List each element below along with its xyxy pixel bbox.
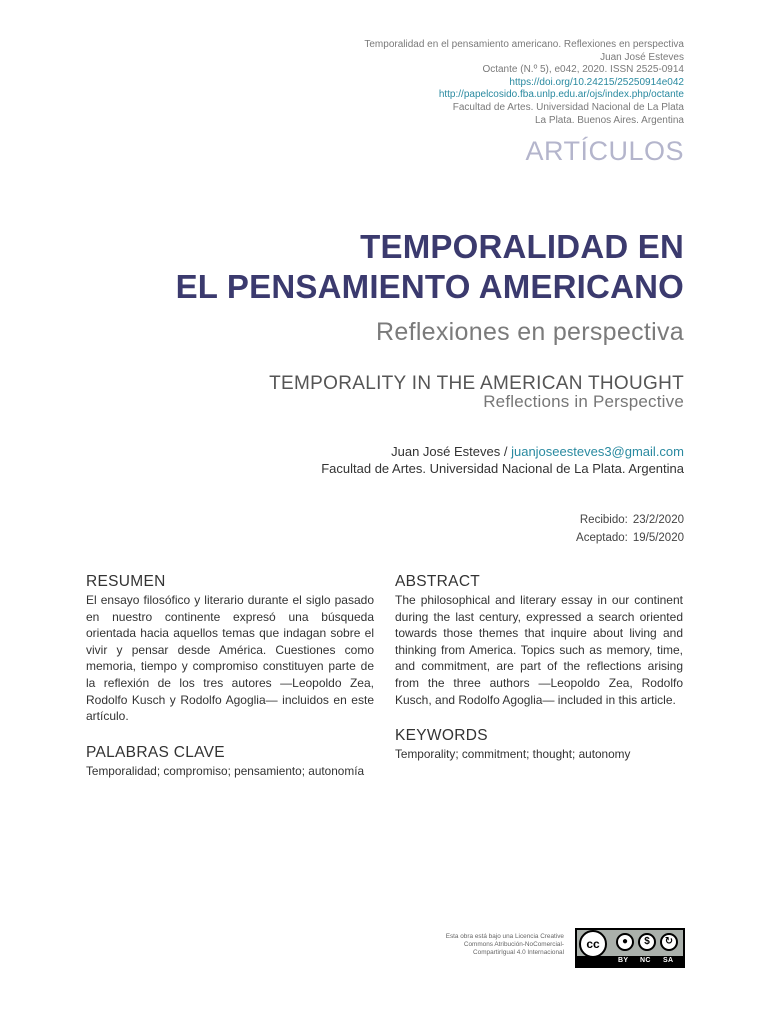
license-text: Esta obra está bajo una Licencia Creative Commons Atribución-NoComercial-CompartirIgual 4.0 Internacional — [445, 933, 564, 956]
header-author: Juan José Esteves — [600, 51, 684, 63]
doi-link[interactable]: https://doi.org/10.24215/25250914e042 — [509, 76, 684, 88]
palabras-clave-heading: PALABRAS CLAVE — [86, 743, 225, 761]
journal-header — [264, 39, 684, 127]
abstract-heading: ABSTRACT — [395, 573, 481, 590]
received-date: 23/2/2020 — [632, 514, 684, 526]
resumen-column — [86, 572, 374, 779]
badge-label-nc: NC — [640, 957, 651, 964]
received-label: Recibido: — [579, 514, 628, 526]
title-line-1: TEMPORALIDAD EN — [360, 228, 684, 265]
accepted-date-row — [576, 529, 684, 547]
header-location: La Plata. Buenos Aires. Argentina — [535, 114, 684, 126]
keywords-text: Temporality; commitment; thought; autonomy — [395, 747, 631, 762]
received-date-row — [576, 511, 684, 529]
section-label: ARTÍCULOS — [525, 136, 684, 166]
header-institution: Facultad de Artes. Universidad Nacional de La Plata — [452, 101, 684, 113]
author-separator: / — [500, 444, 512, 459]
author-email-link[interactable]: juanjoseesteves3@gmail.com — [511, 444, 684, 459]
submission-dates — [576, 511, 684, 547]
accepted-label: Aceptado: — [576, 532, 628, 544]
resumen-text: El ensayo filosófico y literario durante el siglo pasado en nuestro continente expresó una búsqueda orientada hacia aquellos temas que indagan sobre el vivir y pensar desde América. Cuestiones como memoria, tiempo y compromiso constituyen parte de la reflexión de los tres autores —Leopoldo Zea, Rodolfo Kusch y Rodolfo Agoglia— incluidos en este artículo. — [86, 593, 374, 724]
palabras-clave-text: Temporalidad; compromiso; pensamiento; autonomía — [86, 763, 365, 778]
title-line-2: EL PENSAMIENTO AMERICANO — [175, 268, 684, 305]
article-title — [44, 227, 684, 307]
journal-url-link[interactable]: http://papelcosido.fba.unlp.edu.ar/ojs/index.php/octante — [438, 89, 684, 101]
resumen-heading: RESUMEN — [86, 573, 166, 590]
accepted-date: 19/5/2020 — [632, 532, 684, 544]
badge-label-sa: SA — [663, 957, 674, 964]
author-affiliation: Facultad de Artes. Universidad Nacional de La Plata. Argentina — [321, 461, 684, 476]
abstract-text: The philosophical and literary essay in our continent during the last century, expressed a search oriented towards those themes that inquire about living and thinking from America. Topics such as memory, time, and commitment, are part of the reflections arising from the three authors —Leopoldo Zea, Rodolfo Kusch, and Rodolfo Agoglia— included in this article. — [395, 593, 683, 707]
header-issue: Octante (N.º 5), e042, 2020. ISSN 2525-0914 — [482, 64, 684, 76]
author-name: Juan José Esteves — [391, 444, 501, 459]
keywords-heading: KEYWORDS — [395, 727, 488, 745]
badge-label-by: BY — [618, 957, 629, 964]
english-subtitle: Reflections in Perspective — [483, 392, 684, 411]
cc-license-badge[interactable] — [575, 928, 685, 968]
by-icon: ● — [616, 933, 634, 951]
english-title: TEMPORALITY IN THE AMERICAN THOUGHT — [269, 373, 684, 394]
cc-icon: cc — [579, 930, 607, 958]
nc-icon: $ — [638, 933, 656, 951]
header-article-title: Temporalidad en el pensamiento americano. Reflexiones en perspectiva — [364, 39, 684, 50]
sa-icon: ↻ — [660, 933, 678, 951]
article-subtitle: Reflexiones en perspectiva — [376, 318, 684, 346]
author-line — [391, 444, 684, 459]
abstract-column — [395, 572, 683, 763]
